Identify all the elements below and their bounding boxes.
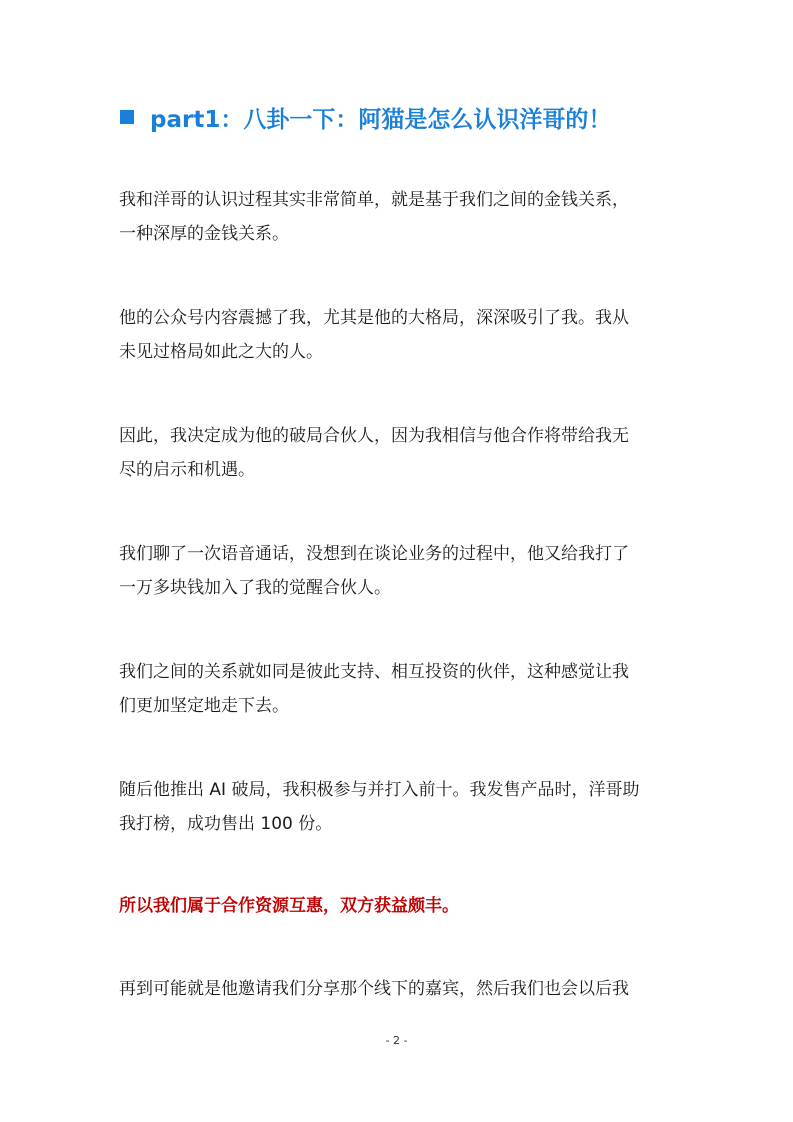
paragraph-line: 因此，我决定成为他的破局合伙人，因为我相信与他合作将带给我无	[119, 426, 629, 446]
section-heading	[120, 100, 680, 134]
paragraph	[119, 419, 675, 487]
page-number: - 2 -	[385, 1034, 408, 1047]
paragraph-line: 他的公众号内容震撼了我，尤其是他的大格局，深深吸引了我。我从	[119, 308, 629, 328]
paragraph	[119, 301, 675, 369]
paragraph-line: 随后他推出 AI 破局，我积极参与并打入前十。我发售产品时，洋哥助	[119, 780, 640, 800]
paragraph-line: 所以我们属于合作资源互惠，双方获益颇丰。	[119, 896, 459, 916]
paragraph-line: 再到可能就是他邀请我们分享那个线下的嘉宾，然后我们也会以后我	[119, 979, 629, 999]
paragraph	[119, 183, 675, 251]
paragraph	[119, 773, 675, 841]
highlighted-paragraph	[119, 889, 675, 923]
square-bullet-icon	[120, 110, 134, 124]
paragraph	[119, 972, 675, 1006]
paragraph	[119, 537, 675, 605]
paragraph-line: 我打榜，成功售出 100 份。	[119, 814, 333, 834]
paragraph-line: 我们之间的关系就如同是彼此支持、相互投资的伙伴，这种感觉让我	[119, 662, 629, 682]
paragraph-line: 一万多块钱加入了我的觉醒合伙人。	[119, 578, 391, 598]
section-heading-text: part1：八卦一下：阿猫是怎么认识洋哥的！	[150, 106, 612, 133]
paragraph-line: 尽的启示和机遇。	[119, 460, 255, 480]
paragraph-line: 一种深厚的金钱关系。	[119, 224, 289, 244]
paragraph-line: 们更加坚定地走下去。	[119, 696, 289, 716]
paragraph-line: 我和洋哥的认识过程其实非常简单，就是基于我们之间的金钱关系，	[119, 190, 629, 210]
paragraph-line: 未见过格局如此之大的人。	[119, 342, 323, 362]
paragraph-line: 我们聊了一次语音通话，没想到在谈论业务的过程中，他又给我打了	[119, 544, 629, 564]
paragraph	[119, 655, 675, 723]
